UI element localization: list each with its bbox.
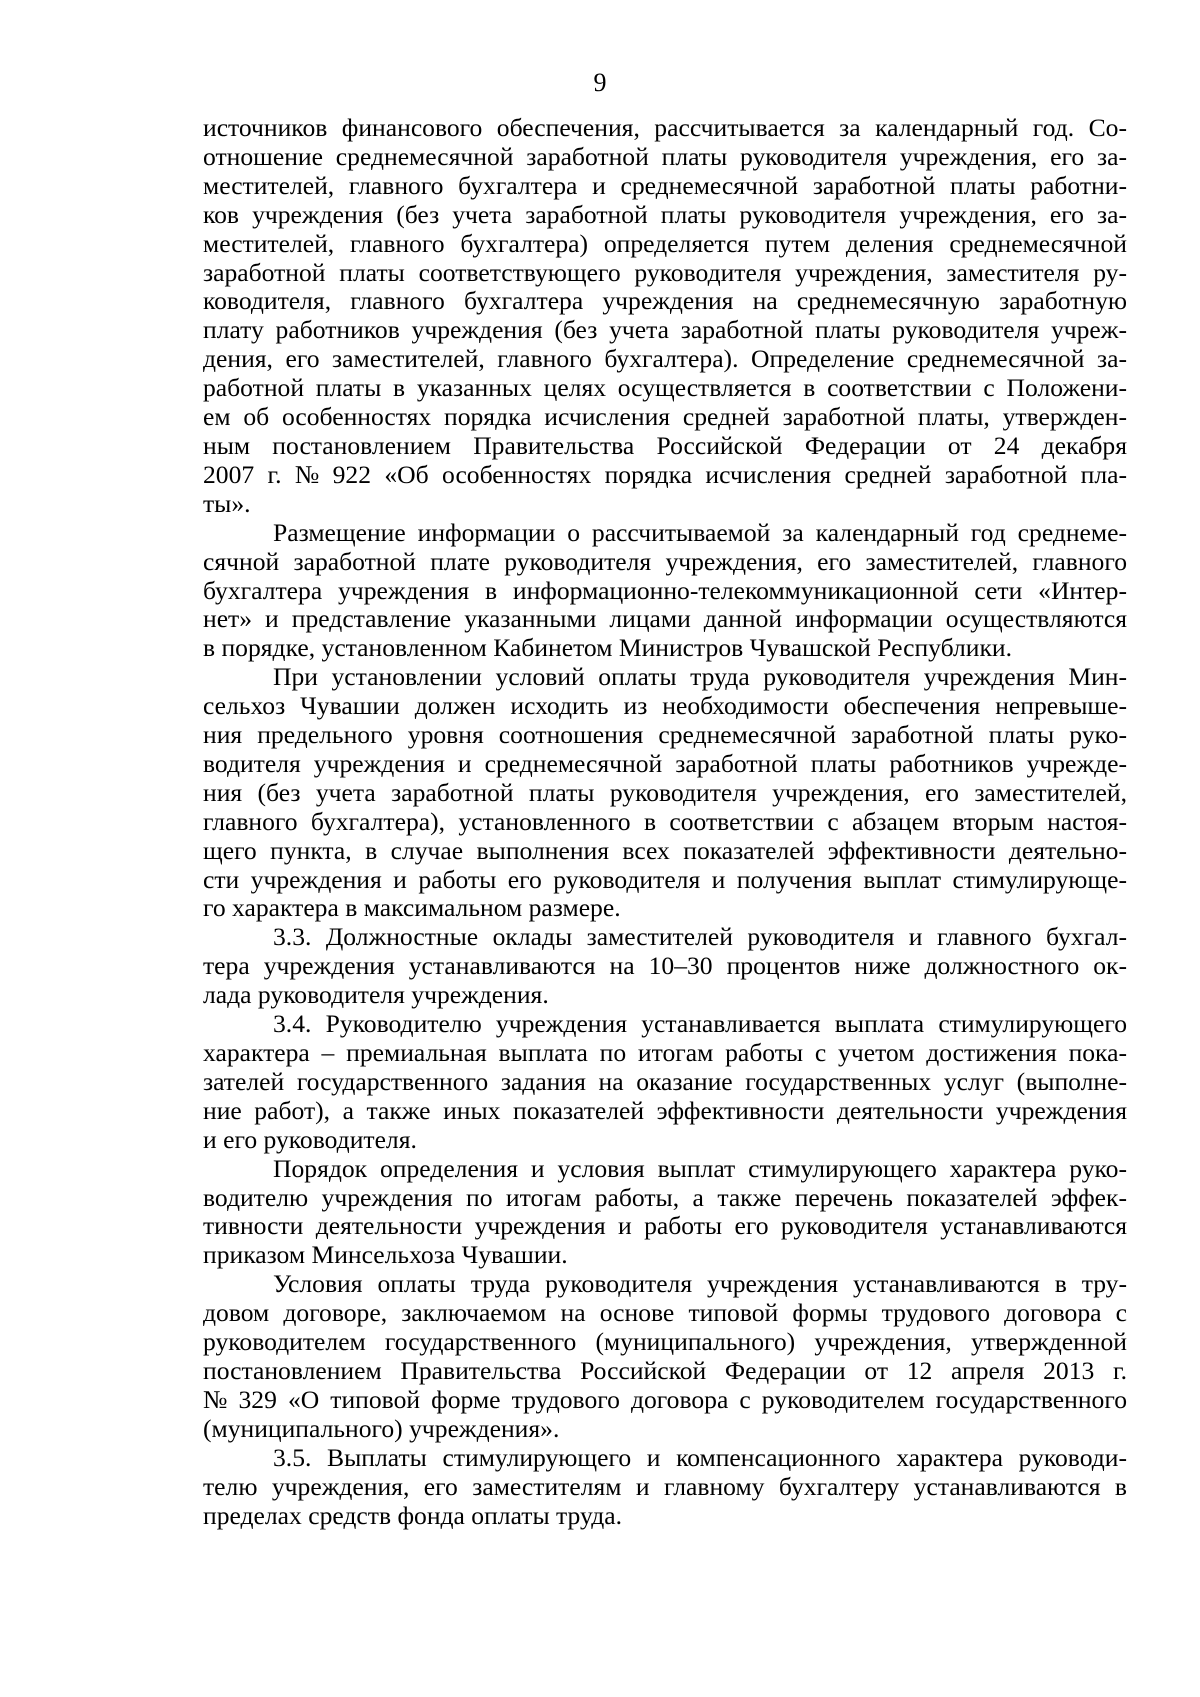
page-number: 9 bbox=[593, 68, 607, 97]
text-line: го характера в максимальном размере. bbox=[203, 893, 621, 923]
text-line: ние работ), а также иных показателей эффективности деятельности учреждения bbox=[203, 1095, 1127, 1125]
text-line: 3.4. Руководителю учреждения устанавливается выплата стимулирующего bbox=[273, 1009, 1127, 1039]
text-line: нет» и представление указанными лицами данной информации осуществляются bbox=[203, 604, 1127, 634]
text-line: местителей, главного бухгалтера) определяется путем деления среднемесячной bbox=[203, 228, 1127, 258]
text-line: работной платы в указанных целях осуществляется в соответствии с Положени- bbox=[203, 373, 1127, 403]
text-line: тивности деятельности учреждения и работы его руководителя устанавливаются bbox=[203, 1211, 1127, 1241]
text-line: ты». bbox=[203, 488, 251, 518]
text-line: руководителем государственного (муниципального) учреждения, утвержденной bbox=[203, 1327, 1127, 1357]
text-line: (муниципального) учреждения». bbox=[203, 1413, 560, 1443]
text-line: лада руководителя учреждения. bbox=[203, 980, 549, 1010]
text-line: 2007 г. № 922 «Об особенностях порядка исчисления средней заработной пла- bbox=[203, 459, 1127, 489]
text-line: местителей, главного бухгалтера и среднемесячной заработной платы работни- bbox=[203, 170, 1127, 200]
text-line: источников финансового обеспечения, рассчитывается за календарный год. Со- bbox=[203, 113, 1127, 142]
text-line: бухгалтера учреждения в информационно-телекоммуникационной сети «Интер- bbox=[203, 575, 1127, 605]
text-line: 3.3. Должностные оклады заместителей руководителя и главного бухгал- bbox=[273, 922, 1127, 952]
text-line: Условия оплаты труда руководителя учреждения устанавливаются в тру- bbox=[273, 1269, 1127, 1299]
text-line: ным постановлением Правительства Российской Федерации от 24 декабря bbox=[203, 430, 1127, 460]
text-line: в порядке, установленном Кабинетом Министров Чувашской Республики. bbox=[203, 633, 1013, 663]
text-line: сельхоз Чувашии должен исходить из необходимости обеспечения непревыше- bbox=[203, 691, 1127, 721]
text-line: сти учреждения и работы его руководителя и получения выплат стимулирующе- bbox=[203, 864, 1127, 894]
text-line: отношение среднемесячной заработной платы руководителя учреждения, его за- bbox=[203, 141, 1127, 171]
text-line: и его руководителя. bbox=[203, 1124, 417, 1154]
text-line: 3.5. Выплаты стимулирующего и компенсационного характера руководи- bbox=[273, 1442, 1127, 1472]
text-line: сячной заработной плате руководителя учреждения, его заместителей, главного bbox=[203, 546, 1127, 576]
text-line: водителю учреждения по итогам работы, а также перечень показателей эффек- bbox=[203, 1182, 1127, 1212]
text-line: ния предельного уровня соотношения среднемесячной заработной платы руко- bbox=[203, 720, 1127, 750]
text-line: дения, его заместителей, главного бухгалтера). Определение среднемесячной за- bbox=[203, 344, 1127, 374]
text-line: Размещение информации о рассчитываемой за календарный год среднеме- bbox=[273, 517, 1127, 547]
text-line: № 329 «О типовой форме трудового договора с руководителем государственного bbox=[203, 1384, 1127, 1414]
text-line: заработной платы соответствующего руководителя учреждения, заместителя ру- bbox=[203, 257, 1127, 287]
text-line: зателей государственного задания на оказание государственных услуг (выполне- bbox=[203, 1066, 1127, 1096]
text-line: ководителя, главного бухгалтера учреждения на среднемесячную заработную bbox=[203, 286, 1127, 316]
text-line: водителя учреждения и среднемесячной заработной платы работников учрежде- bbox=[203, 748, 1127, 778]
text-line: довом договоре, заключаемом на основе типовой формы трудового договора с bbox=[203, 1298, 1127, 1328]
text-line: тера учреждения устанавливаются на 10–30 процентов ниже должностного ок- bbox=[203, 951, 1127, 981]
text-line: постановлением Правительства Российской Федерации от 12 апреля 2013 г. bbox=[203, 1355, 1127, 1385]
text-line: ем об особенностях порядка исчисления средней заработной платы, утвержден- bbox=[203, 402, 1127, 432]
text-line: Порядок определения и условия выплат стимулирующего характера руко- bbox=[273, 1153, 1127, 1183]
text-line: ков учреждения (без учета заработной платы руководителя учреждения, его за- bbox=[203, 199, 1127, 229]
text-line: пределах средств фонда оплаты труда. bbox=[203, 1500, 622, 1530]
text-line: приказом Минсельхоза Чувашии. bbox=[203, 1240, 568, 1270]
text-line: характера – премиальная выплата по итогам работы с учетом достижения пока- bbox=[203, 1038, 1127, 1067]
text-line: щего пункта, в случае выполнения всех показателей эффективности деятельно- bbox=[203, 835, 1127, 865]
document-body bbox=[203, 114, 1127, 1530]
text-line: плату работников учреждения (без учета заработной платы руководителя учреж- bbox=[203, 315, 1127, 345]
text-line: телю учреждения, его заместителям и главному бухгалтеру устанавливаются в bbox=[203, 1471, 1127, 1501]
text-line: ния (без учета заработной платы руководителя учреждения, его заместителей, bbox=[203, 777, 1127, 807]
text-line: При установлении условий оплаты труда руководителя учреждения Мин- bbox=[273, 662, 1127, 692]
text-line: главного бухгалтера), установленного в соответствии с абзацем вторым настоя- bbox=[203, 806, 1127, 836]
